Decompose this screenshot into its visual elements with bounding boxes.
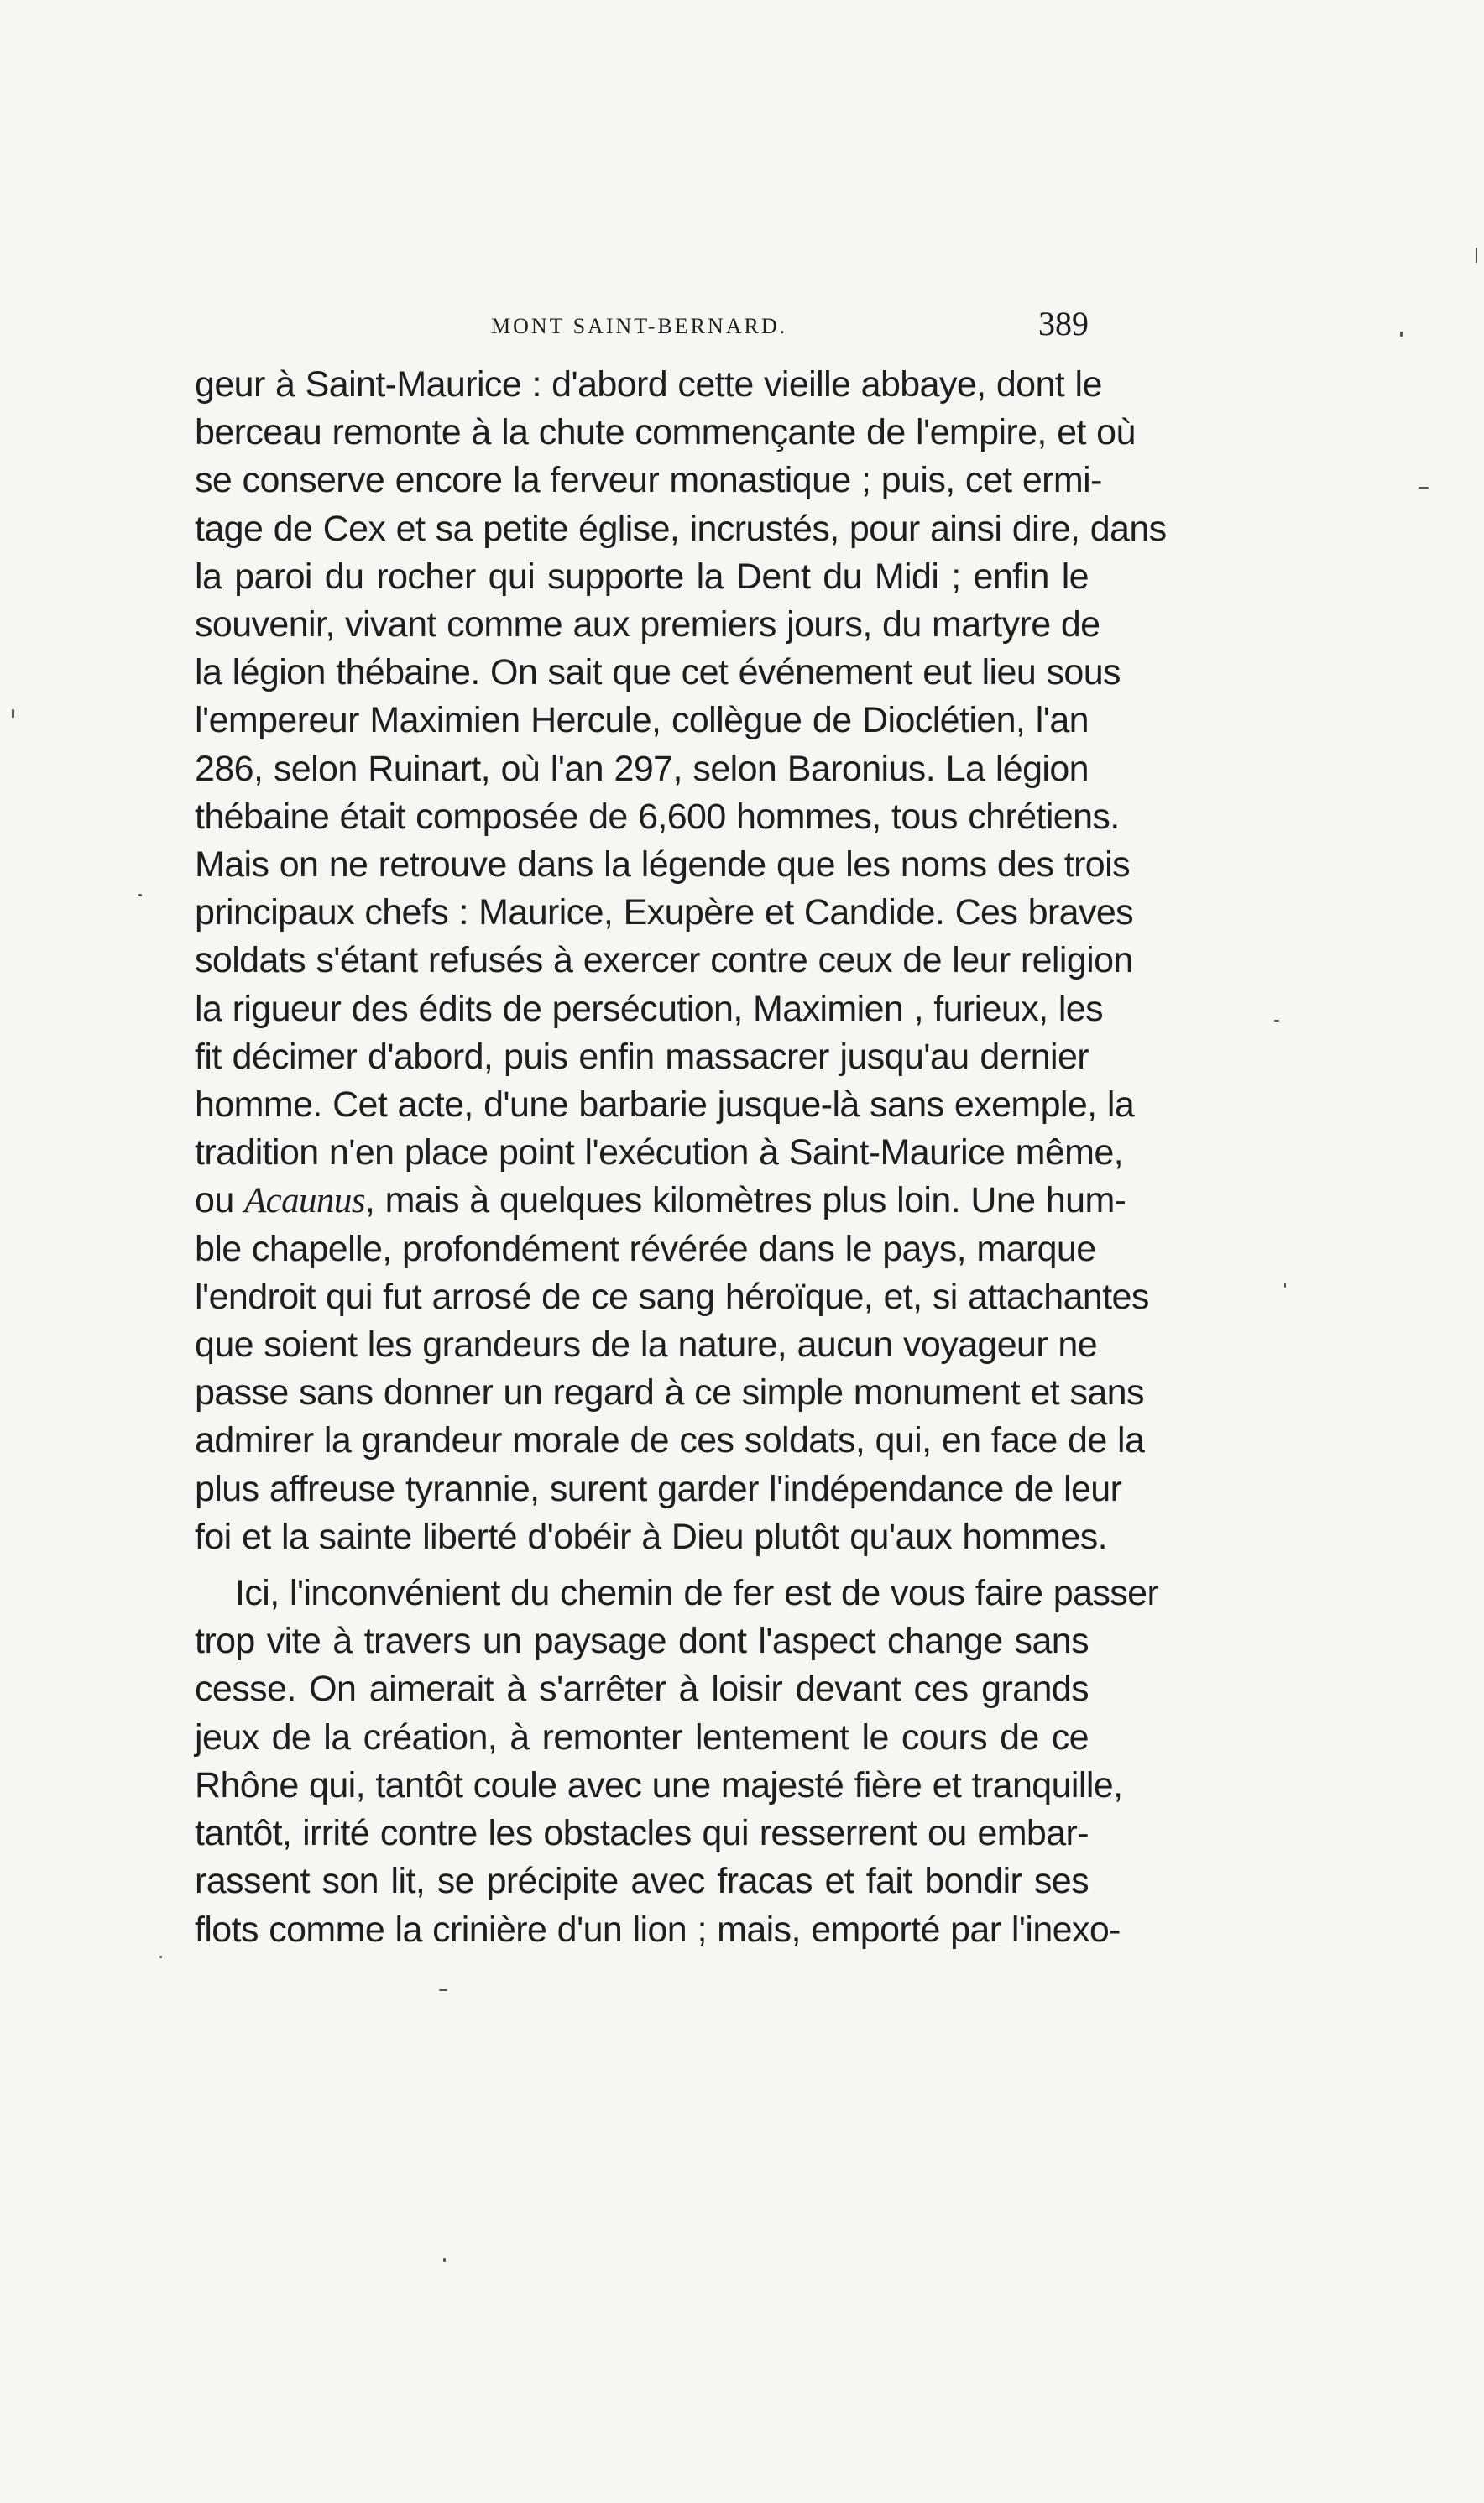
scan-speck [12,709,14,718]
text-line: la rigueur des édits de persécution, Maximien , furieux, les [195,988,1103,1029]
scan-speck [1284,1283,1286,1288]
text-line: jeux de la création, à remonter lentement le cours de ce [195,1717,1089,1758]
text-line: geur à Saint-Maurice : d'abord cette vieille abbaye, dont le [195,364,1102,405]
text-line: fit décimer d'abord, puis enfin massacrer jusqu'au dernier [195,1036,1089,1077]
text-line: la paroi du rocher qui supporte la Dent du Midi ; enfin le [195,556,1089,597]
text-line: l'empereur Maximien Hercule, collègue de Dioclétien, l'an [195,700,1089,741]
text-line: cesse. On aimerait à s'arrêter à loisir devant ces grands [195,1669,1089,1710]
scan-speck [1476,248,1477,263]
paragraph-spacer [195,1561,1089,1570]
scan-speck [439,1989,447,1991]
text-line: tantôt, irrité contre les obstacles qui resserrent ou embar- [195,1813,1089,1854]
text-line: soldats s'étant refusés à exercer contre ceux de leur religion [195,940,1133,981]
body-text [195,361,1167,1954]
text-line [195,1177,1126,1225]
scan-speck [159,1956,162,1958]
scan-speck [1274,1020,1279,1022]
text-line: l'endroit qui fut arrosé de ce sang héroïque, et, si attachantes [195,1276,1149,1317]
text-line: thébaine était composée de 6,600 hommes, tous chrétiens. [195,796,1120,837]
page-header [491,304,1089,346]
text-line: Mais on ne retrouve dans la légende que les noms des trois [195,844,1130,886]
text-fragment: ou [195,1180,244,1221]
paragraph-1 [195,361,1167,1561]
text-line: foi et la sainte liberté d'obéir à Dieu plutôt qu'aux hommes. [195,1516,1107,1557]
text-line: flots comme la crinière d'un lion ; mais, emporté par l'inexo- [195,1909,1121,1950]
text-line: admirer la grandeur morale de ces soldats, qui, en face de la [195,1420,1145,1461]
text-line: berceau remonte à la chute commençante de l'empire, et où [195,412,1136,453]
text-fragment: , mais à quelques kilomètres plus loin. Une hum- [364,1180,1126,1221]
text-line: ble chapelle, profondément révérée dans le pays, marque [195,1228,1096,1269]
paragraph-2 [195,1570,1159,1954]
page-number: 389 [1038,305,1089,342]
scan-speck [138,894,142,896]
text-line: rassent son lit, se précipite avec fracas et fait bondir ses [195,1861,1089,1902]
text-line: que soient les grandeurs de la nature, aucun voyageur ne [195,1325,1098,1366]
text-line: souvenir, vivant comme aux premiers jours, du martyre de [195,604,1100,645]
text-line: Ici, l'inconvénient du chemin de fer est de vous faire passer [235,1573,1159,1614]
text-line: homme. Cet acte, d'une barbarie jusque-là sans exemple, la [195,1084,1135,1126]
text-line: principaux chefs : Maurice, Exupère et Candide. Ces braves [195,892,1134,933]
text-line: 286, selon Ruinart, où l'an 297, selon Baronius. La légion [195,748,1089,789]
text-line: passe sans donner un regard à ce simple monument et sans [195,1372,1144,1413]
italic-place-name: Acaunus [243,1181,365,1221]
running-head: MONT SAINT-BERNARD. [491,314,788,338]
text-line: Rhône qui, tantôt coule avec une majesté fière et tranquille, [195,1764,1123,1805]
scan-speck [1419,487,1429,489]
text-line: plus affreuse tyrannie, surent garder l'indépendance de leur [195,1468,1122,1509]
text-line: trop vite à travers un paysage dont l'aspect change sans [195,1621,1089,1662]
scan-speck [1400,332,1403,337]
scan-speck [443,2258,446,2262]
text-line: se conserve encore la ferveur monastique ; puis, cet ermi- [195,460,1102,501]
text-line: tradition n'en place point l'exécution à Saint-Maurice même, [195,1132,1124,1173]
text-line: la légion thébaine. On sait que cet événement eut lieu sous [195,652,1121,693]
text-line: tage de Cex et sa petite église, incrustés, pour ainsi dire, dans [195,508,1167,549]
